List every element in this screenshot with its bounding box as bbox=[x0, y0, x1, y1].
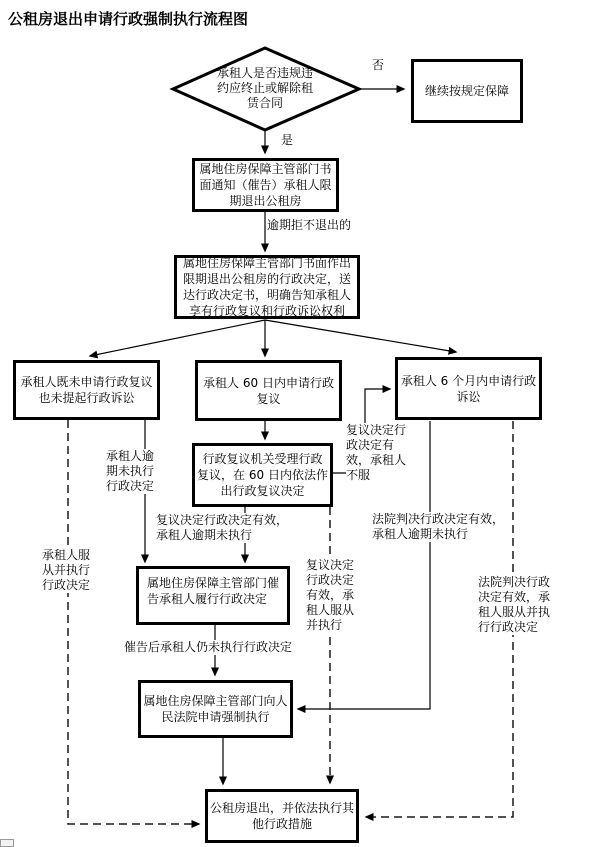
node-administrative-decision: 属地住房保障主管部门书面作出限期退出公租房的行政决定，送达行政决定书，明确告知承租人享有行政复议和行政诉讼权利 bbox=[174, 255, 360, 319]
node-exit-public-housing: 公租房退出，并依法执行其他行政措施 bbox=[205, 789, 359, 843]
edge-label-yes: 是 bbox=[281, 133, 294, 147]
edge-label-no: 否 bbox=[372, 58, 385, 72]
node-apply-lawsuit-6m: 承租人 6 个月内申请行政诉讼 bbox=[395, 357, 542, 420]
edge-label-tenant-comply: 承租人服从并执行行政决定 bbox=[42, 548, 96, 593]
decision-diamond-text: 承租人是否违规违约应终止或解除租赁合同 bbox=[216, 66, 313, 110]
edge-label-tenant-overdue: 承租人逾期未执行行政决定 bbox=[106, 449, 160, 494]
node-keep-guarantee: 继续按规定保障 bbox=[411, 59, 523, 123]
edge-label-after-urge: 催告后承租人仍未执行行政决定 bbox=[124, 640, 293, 654]
node-review-organ-decision: 行政复议机关受理行政复议，在 60 日内依法作出行政复议决定 bbox=[192, 443, 333, 507]
arrow-decision-to-noaction bbox=[90, 320, 265, 356]
node-apply-court-enforcement: 属地住房保障主管部门向人民法院申请强制执行 bbox=[138, 680, 293, 738]
node-apply-review-60d: 承租人 60 日内申请行政复议 bbox=[195, 360, 342, 421]
edge-label-review-valid-overdue: 复议决定行政决定有效，承租人逾期未执行 bbox=[156, 513, 289, 542]
page-title: 公租房退出申请行政强制执行流程图 bbox=[8, 10, 249, 28]
node-written-notice: 属地住房保障主管部门书面通知（催告）承租人限期退出公租房 bbox=[192, 158, 339, 212]
node-urge-performance: 属地住房保障主管部门催告承租人履行行政决定 bbox=[136, 566, 290, 625]
edge-label-review-valid-comply: 复议决定行政决定有效，承租人服从并执行 bbox=[306, 558, 360, 633]
edge-label-review-valid-dissent: 复议决定行政决定有效，承租人不服 bbox=[346, 423, 414, 483]
arrow-decision-to-lawsuit bbox=[265, 320, 456, 352]
edge-label-overdue-refuse: 逾期拒不退出的 bbox=[267, 218, 352, 232]
edge-label-court-valid-overdue: 法院判决行政决定有效，承租人逾期未执行 bbox=[372, 512, 505, 541]
edge-label-court-valid-comply: 法院判决行政决定有效，承租人服从并执行行政决定 bbox=[478, 575, 560, 635]
node-no-review-no-lawsuit: 承租人既未申请行政复议也未提起行政诉讼 bbox=[13, 360, 160, 420]
corner-fragment bbox=[0, 839, 14, 847]
